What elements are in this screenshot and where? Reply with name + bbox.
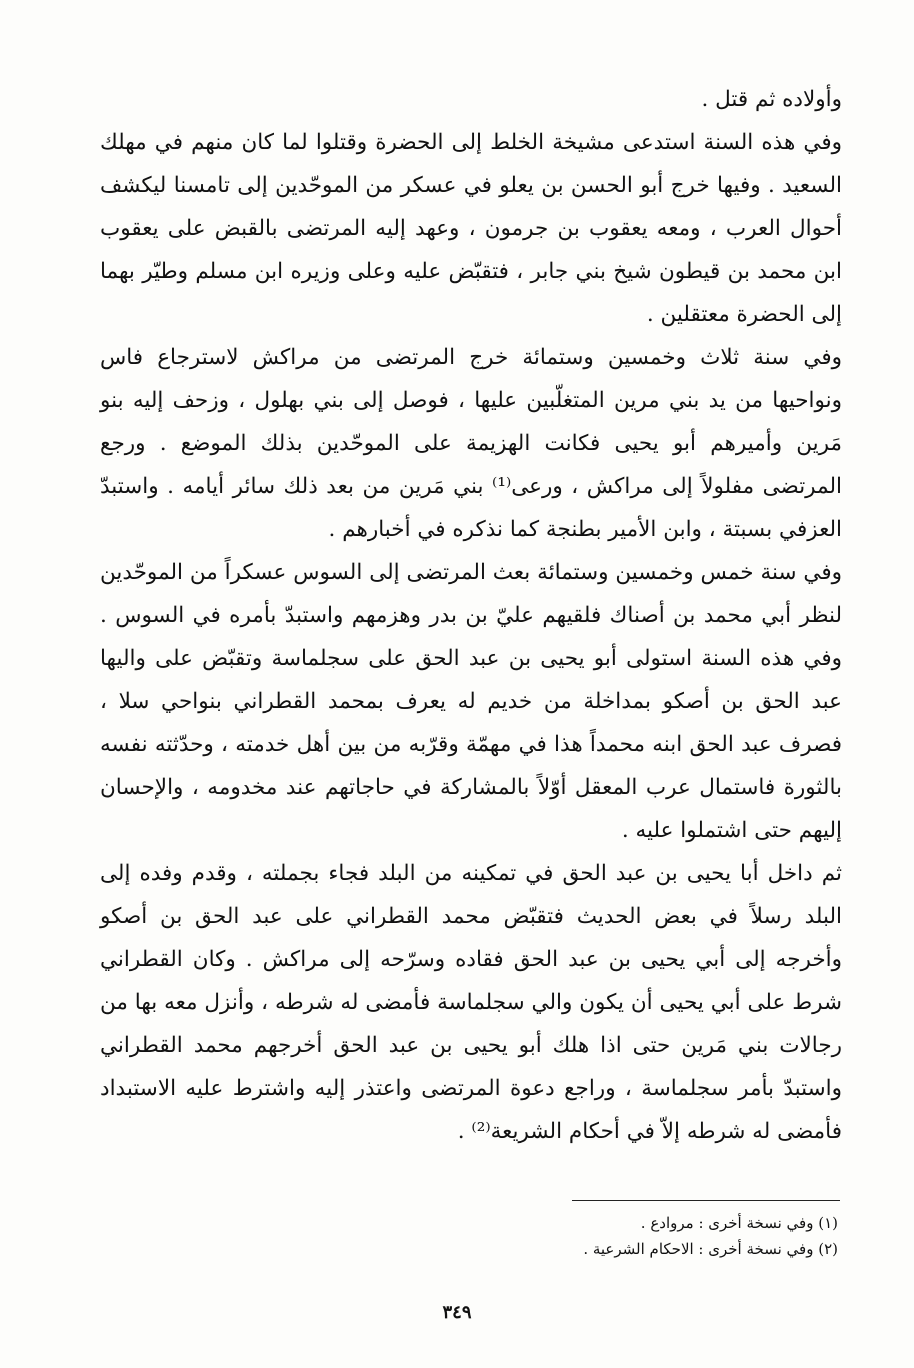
footnote: (١) وفي نسخة أخرى : مروادع .: [640, 1214, 838, 1232]
footnote: (٢) وفي نسخة أخرى : الاحكام الشرعية .: [583, 1240, 838, 1258]
footnote-separator: [572, 1200, 840, 1201]
paragraph: وفي هذه السنة استدعى مشيخة الخلط إلى الحضرة وقتلوا لما كان منهم في مهلك السعيد . وفيها خرج أبو الحسن بن يعلو في عسكر من الموحّدين إلى تامسنا ليكشف أحوال العرب ، ومعه يعقوب بن جرمون ، وعهد إليه المرتضى بالقبض على يعقوب ابن محمد بن قيطون شيخ بني جابر ، فتقبّض عليه وعلى وزيره ابن مسلم وطيّر بهما إلى الحضرة معتقلين .: [100, 130, 842, 327]
paragraph: وفي سنة خمس وخمسين وستمائة بعث المرتضى إلى السوس عسكراً من الموحّدين لنظر أبي محمد بن أصناك فلقيهم عليّ بن بدر وهزمهم واستبدّ بأمره في السوس . وفي هذه السنة استولى أبو يحيى بن عبد الحق على سجلماسة وتقبّض على واليها عبد الحق بن أصكو بمداخلة من خديم له يعرف بمحمد القطراني بنواحي سلا ، فصرف عبد الحق ابنه محمداً هذا في مهمّة وقرّبه من بين أهل خدمته ، وحدّثته نفسه بالثورة فاستمال عرب المعقل أوّلاً بالمشاركة في حاجاتهم عند مخدومه ، والإحسان إليهم حتى اشتملوا عليه .: [100, 560, 842, 843]
paragraph: وفي سنة ثلاث وخمسين وستمائة خرج المرتضى من مراكش لاسترجاع فاس ونواحيها من يد بني مرين المتغلّبين عليها ، فوصل إلى بني بهلول ، وزحف إليه بنو مَرين وأميرهم أبو يحيى فكانت الهزيمة على الموحّدين بذلك الموضع . ورجع المرتضى مفلولاً إلى مراكش ، ورعى⁽¹⁾ بني مَرين من بعد ذلك سائر أيامه . واستبدّ العزفي بسبتة ، وابن الأمير بطنجة كما نذكره في أخبارهم .: [100, 345, 842, 542]
main-text-block: [100, 78, 842, 1153]
paragraph: ثم داخل أبا يحيى بن عبد الحق في تمكينه من البلد فجاء بجملته ، وقدم وفده إلى البلد رسلاً في بعض الحديث فتقبّض محمد القطراني على عبد الحق بن أصكو وأخرجه إلى أبي يحيى بن عبد الحق فقاده وسرّحه إلى مراكش . وكان القطراني شرط على أبي يحيى أن يكون والي سجلماسة فأمضى له شرطه ، وأنزل معه بها من رجالات بني مَرين حتى اذا هلك أبو يحيى بن عبد الحق أخرجهم محمد القطراني واستبدّ بأمر سجلماسة ، وراجع دعوة المرتضى واعتذر إليه واشترط عليه الاستبداد فأمضى له شرطه إلاّ في أحكام الشريعة⁽²⁾ .: [100, 861, 842, 1144]
paragraph: وأولاده ثم قتل .: [701, 87, 842, 112]
footnotes: [338, 1210, 838, 1262]
page-number: ٣٤٩: [442, 1302, 472, 1323]
